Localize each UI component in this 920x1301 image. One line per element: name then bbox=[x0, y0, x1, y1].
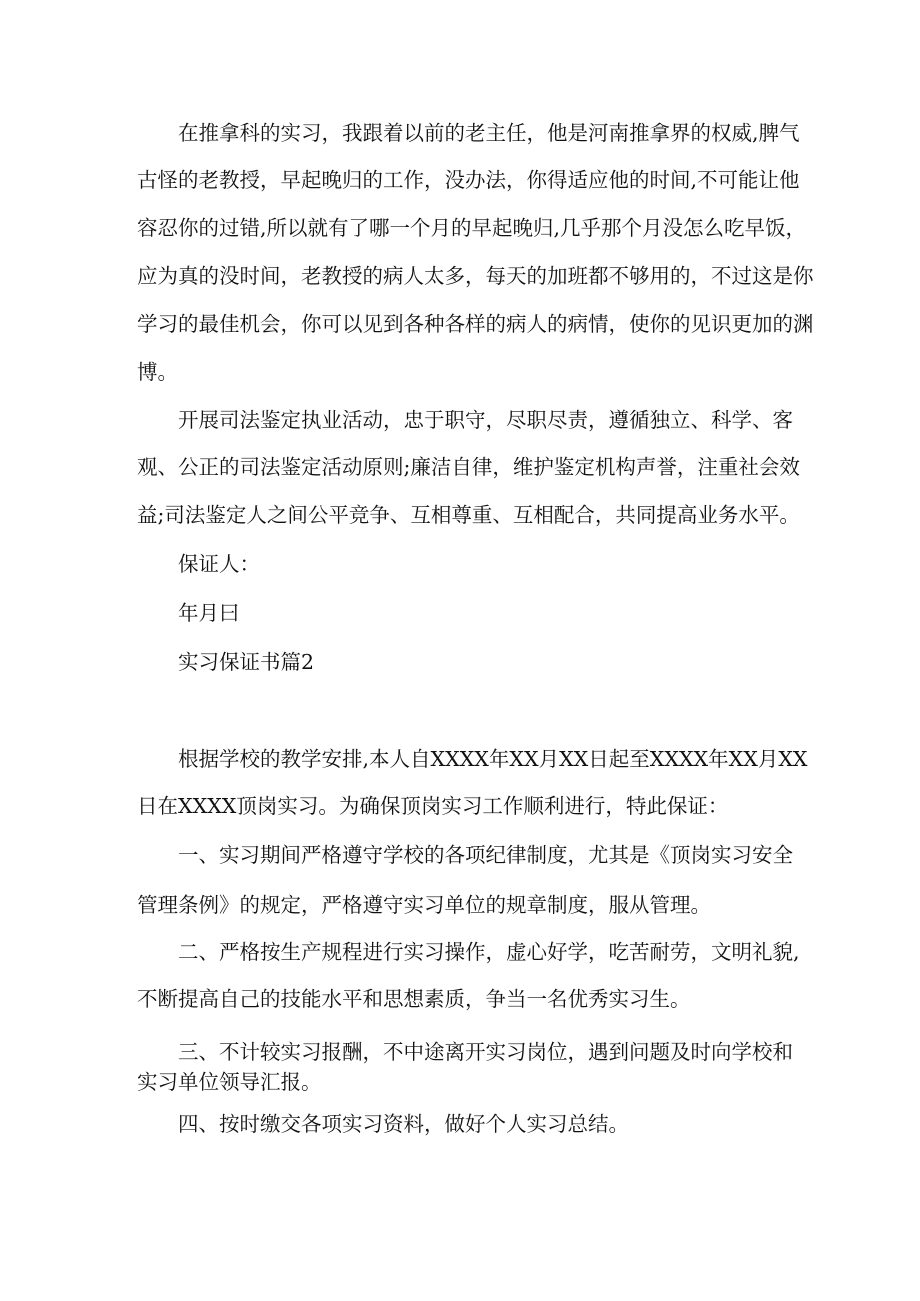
text-line: 学习的最佳机会，你可以见到各种各样的病人的病情，使你的见识更加的渊 bbox=[137, 312, 814, 336]
text-line: 观、公正的司法鉴定活动原则;廉洁自律，维护鉴定机构声誉，注重社会效 bbox=[137, 455, 800, 479]
text-line: 二、严格按生产规程进行实习操作，虚心好学，吃苦耐劳，文明礼貌, bbox=[178, 940, 800, 964]
text-line: 管理条例》的规定，严格遵守实习单位的规章制度，服从管理。 bbox=[137, 893, 711, 917]
text-line: 古怪的老教授，早起晚归的工作，没办法，你得适应他的时间,不可能让他 bbox=[137, 168, 800, 192]
text-line: 一、实习期间严格遵守学校的各项纪律制度，尤其是《顶岗实习安全 bbox=[178, 843, 793, 867]
text-line: 实习单位领导汇报。 bbox=[137, 1070, 322, 1094]
text-line: 不断提高自己的技能水平和思想素质，争当一名优秀实习生。 bbox=[137, 987, 691, 1011]
text-line: 保证人： bbox=[178, 552, 260, 576]
text-line: 日在XXXX顶岗实习。为确保顶岗实习工作顺利进行，特此保证： bbox=[137, 794, 729, 818]
text-line: 四、按时缴交各项实习资料，做好个人实习总结。 bbox=[178, 1112, 629, 1136]
text-line: 应为真的没时间，老教授的病人太多，每天的加班都不够用的，不过这是你 bbox=[137, 264, 814, 288]
text-line: 在推拿科的实习，我跟着以前的老主任，他是河南推拿界的权威,脾气 bbox=[178, 121, 800, 145]
text-line: 三、不计较实习报酬，不中途离开实习岗位，遇到问题及时向学校和 bbox=[178, 1040, 793, 1064]
text-line: 益;司法鉴定人之间公平竞争、互相尊重、互相配合，共同提高业务水平。 bbox=[137, 503, 800, 527]
text-line: 容忍你的过错,所以就有了哪一个月的早起晚归,几乎那个月没怎么吃早饭， bbox=[137, 216, 807, 240]
text-line: 年月曰 bbox=[178, 601, 240, 625]
text-line: 根据学校的教学安排,本人自XXXX年XX月XX日起至XXXX年XX月XX bbox=[178, 747, 808, 771]
text-line: 实习保证书篇2 bbox=[178, 650, 315, 674]
text-line: 博。 bbox=[137, 360, 178, 384]
text-line: 开展司法鉴定执业活动，忠于职守，尽职尽责，遵循独立、科学、客 bbox=[178, 408, 793, 432]
